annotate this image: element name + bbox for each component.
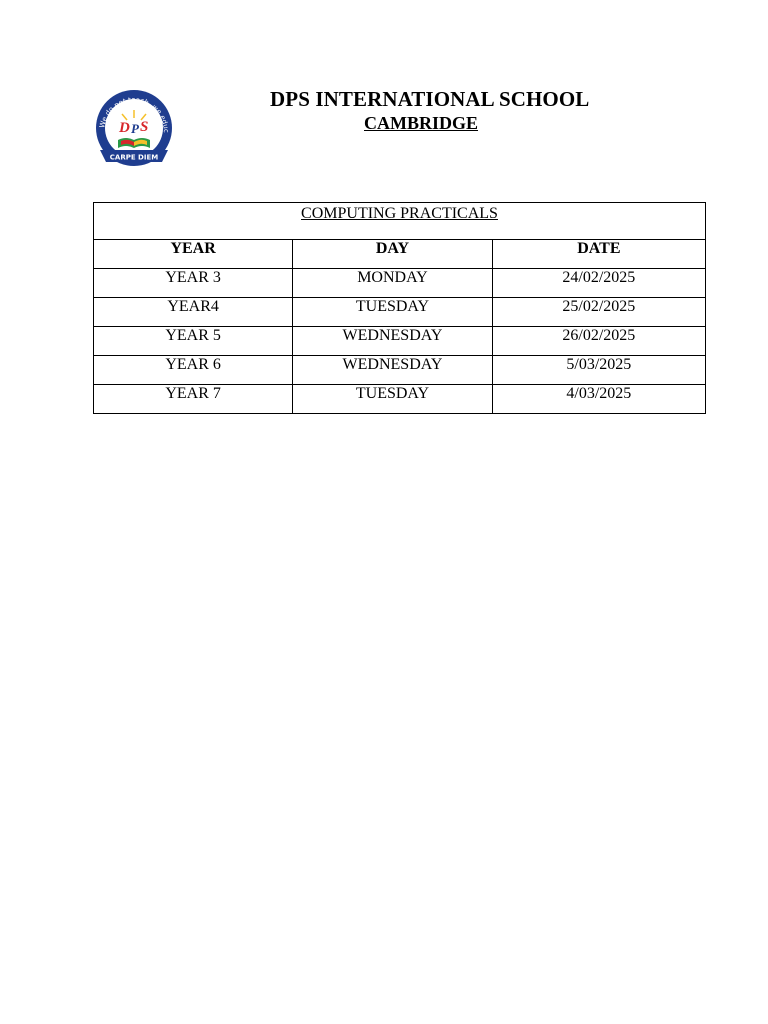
svg-text:S: S [140,119,149,135]
table-row [94,298,706,327]
date-cell: 25/02/2025 [492,298,705,327]
day-cell: TUESDAY [293,385,492,414]
table-header-row [94,240,706,269]
svg-text:P: P [131,121,139,136]
table-row [94,385,706,414]
school-crest-icon [92,88,176,172]
date-cell: 4/03/2025 [492,385,705,414]
date-cell: 5/03/2025 [492,356,705,385]
table-title-row [94,203,706,240]
column-header-year: YEAR [94,240,293,269]
school-logo [92,88,176,172]
svg-text:CARPE DIEM: CARPE DIEM [109,153,159,162]
svg-text:D: D [119,120,130,136]
column-header-day: DAY [293,240,492,269]
table-title: COMPUTING PRACTICALS [94,203,706,240]
year-cell: YEAR 7 [94,385,293,414]
school-name: DPS INTERNATIONAL SCHOOL [270,87,590,111]
day-cell: TUESDAY [293,298,492,327]
year-cell: YEAR4 [94,298,293,327]
table-row [94,269,706,298]
school-subtitle: CAMBRIDGE [364,113,479,133]
practicals-schedule-table [93,202,706,414]
year-cell: YEAR 6 [94,356,293,385]
year-cell: YEAR 3 [94,269,293,298]
table-row [94,356,706,385]
day-cell: MONDAY [293,269,492,298]
column-header-date: DATE [492,240,705,269]
svg-text:We do not teach, we educate: We do not teach, we educ [98,95,171,133]
date-cell: 24/02/2025 [492,269,705,298]
table-row [94,327,706,356]
date-cell: 26/02/2025 [492,327,705,356]
year-cell: YEAR 5 [94,327,293,356]
day-cell: WEDNESDAY [293,327,492,356]
day-cell: WEDNESDAY [293,356,492,385]
